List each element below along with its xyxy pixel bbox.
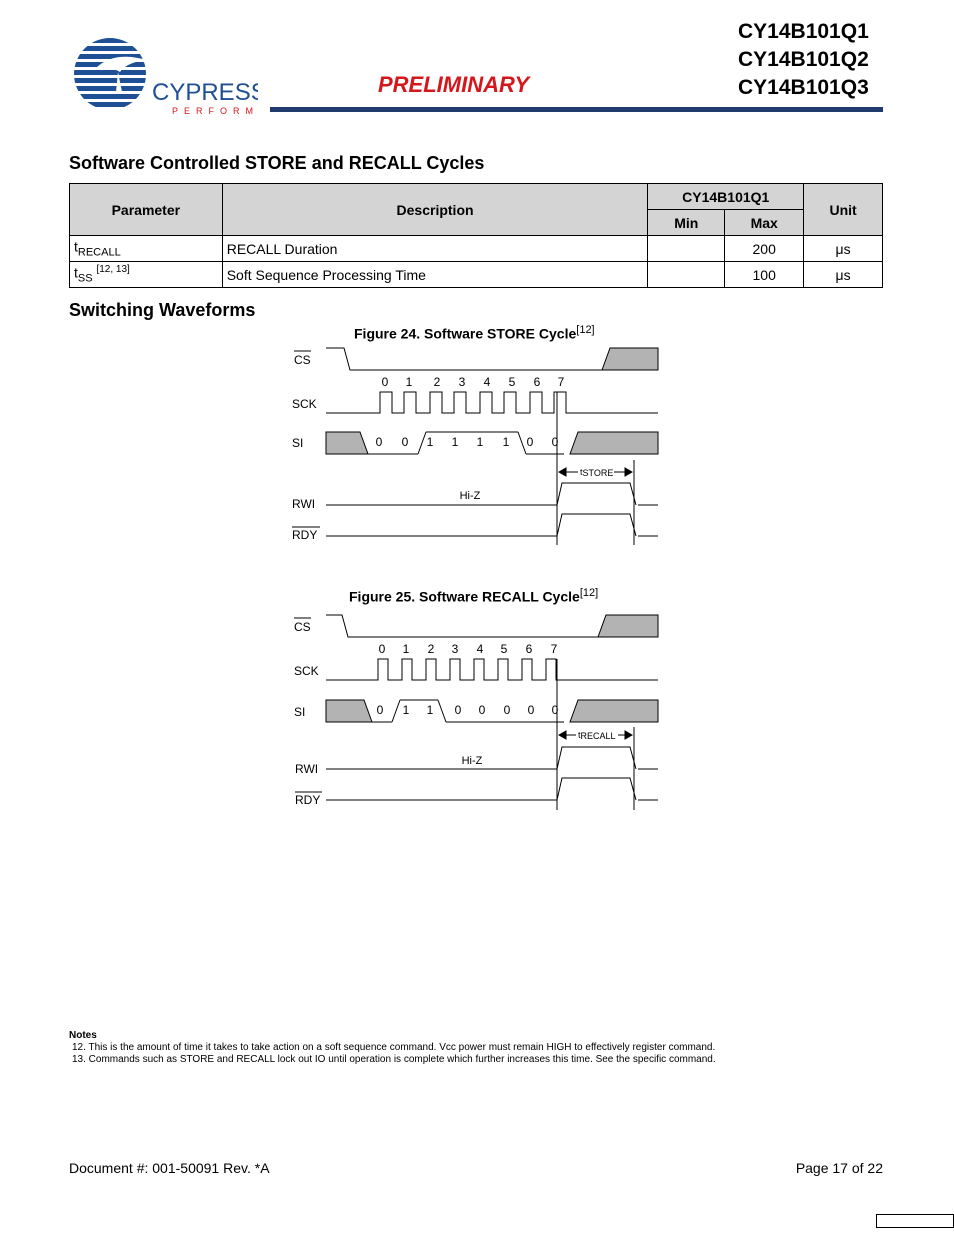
signal-label-sck: SCK: [292, 397, 317, 411]
figure24-caption: Figure 24. Software STORE Cycle[12]: [354, 324, 595, 342]
max-cell: 200: [725, 236, 804, 262]
clock-count: 7: [550, 642, 558, 656]
si-bit: 0: [401, 435, 409, 449]
si-bit: 0: [478, 703, 486, 717]
col-header-description: Description: [222, 184, 648, 236]
si-bit: 1: [426, 435, 434, 449]
si-bit: 1: [476, 435, 484, 449]
si-bit: 0: [376, 703, 384, 717]
clock-count: 5: [500, 642, 508, 656]
clock-count: 3: [451, 642, 459, 656]
si-bit: 0: [503, 703, 511, 717]
table-row: [70, 236, 883, 262]
clock-count: 1: [405, 375, 413, 389]
timing-parameter-table: [69, 183, 883, 288]
signal-label-cs: CS: [294, 620, 311, 634]
unit-cell: μs: [804, 236, 883, 262]
clock-count: 6: [533, 375, 541, 389]
clock-count: 2: [433, 375, 441, 389]
figure25-caption: Figure 25. Software RECALL Cycle[12]: [349, 587, 599, 605]
si-bit: 0: [454, 703, 462, 717]
signal-label-cs: CS: [294, 353, 311, 367]
si-bit: 0: [375, 435, 383, 449]
part-number-list: [738, 18, 869, 102]
max-cell: 100: [725, 262, 804, 288]
clock-count: 1: [402, 642, 410, 656]
description-cell: Soft Sequence Processing Time: [222, 262, 648, 288]
section-title-store-recall: Software Controlled STORE and RECALL Cycles: [69, 153, 485, 173]
signal-label-si: SI: [294, 705, 306, 719]
clock-count: 4: [483, 375, 491, 389]
part-number: CY14B101Q2: [738, 48, 869, 71]
figure24-waveform: [280, 340, 670, 555]
clock-count: 6: [525, 642, 533, 656]
hi-z-label: Hi-Z: [461, 755, 483, 767]
clock-count: 7: [557, 375, 565, 389]
notes-section: [69, 1030, 716, 1066]
min-cell: [648, 262, 725, 288]
signal-label-rwi: RWI: [295, 762, 319, 776]
notes-title: Notes: [69, 1030, 97, 1041]
col-header-unit: Unit: [804, 184, 883, 236]
document-number: Document #: 001-50091 Rev. *A: [69, 1160, 270, 1176]
description-cell: RECALL Duration: [222, 236, 648, 262]
header-rule: [270, 107, 883, 112]
cypress-globe-icon: [68, 38, 258, 118]
si-bit: 0: [527, 703, 535, 717]
note-item: 13. Commands such as STORE and RECALL lock out IO until operation is complete which further increases this time. See the specific command.: [72, 1054, 716, 1065]
table-row: [70, 262, 883, 288]
si-bit: 0: [551, 703, 559, 717]
clock-count: 5: [508, 375, 516, 389]
preliminary-label: PRELIMINARY: [378, 72, 530, 97]
col-header-parameter: Parameter: [70, 184, 223, 236]
si-bit: 0: [551, 435, 559, 449]
signal-label-rwi: RWI: [292, 497, 316, 511]
hi-z-label: Hi-Z: [459, 490, 481, 502]
clock-count: 0: [378, 642, 386, 656]
corner-box: [876, 1214, 954, 1228]
clock-count: 2: [427, 642, 435, 656]
signal-label-si: SI: [292, 436, 304, 450]
col-header-device: CY14B101Q1: [648, 184, 804, 210]
min-cell: [648, 236, 725, 262]
svg-text:PERFORM: PERFORM: [172, 106, 258, 116]
unit-cell: μs: [804, 262, 883, 288]
clock-count: 0: [381, 375, 389, 389]
sck-waveform: [326, 392, 658, 413]
part-number: CY14B101Q1: [738, 20, 869, 43]
param-cell: $t_{SS}$ [12, 13]: [70, 262, 223, 288]
section-title-switching-waveforms: Switching Waveforms: [69, 300, 256, 320]
col-header-max: Max: [725, 210, 804, 236]
signal-label-rdy: RDY: [292, 528, 318, 542]
sck-waveform: [326, 659, 658, 680]
part-number: CY14B101Q3: [738, 76, 869, 99]
figure25-waveform: [280, 607, 670, 822]
page-number: Page 17 of 22: [795, 1160, 883, 1176]
note-item: 12. This is the amount of time it takes to take action on a soft sequence command. Vcc power must remain HIGH to effectively register command.: [72, 1042, 716, 1053]
si-bit: 0: [526, 435, 534, 449]
signal-label-sck: SCK: [294, 664, 319, 678]
si-bit: 1: [502, 435, 510, 449]
signal-label-rdy: RDY: [295, 793, 321, 807]
clock-count: 3: [458, 375, 466, 389]
col-header-min: Min: [648, 210, 725, 236]
si-bit: 1: [451, 435, 459, 449]
trecall-label: tRECALL: [578, 730, 616, 741]
clock-count: 4: [476, 642, 484, 656]
svg-text:CYPRESS: CYPRESS: [152, 79, 258, 106]
tstore-label: tSTORE: [580, 467, 614, 478]
cypress-logo: [68, 38, 258, 118]
si-bit: 1: [426, 703, 434, 717]
param-cell: $t_{RECALL}$: [70, 236, 223, 262]
si-bit: 1: [402, 703, 410, 717]
